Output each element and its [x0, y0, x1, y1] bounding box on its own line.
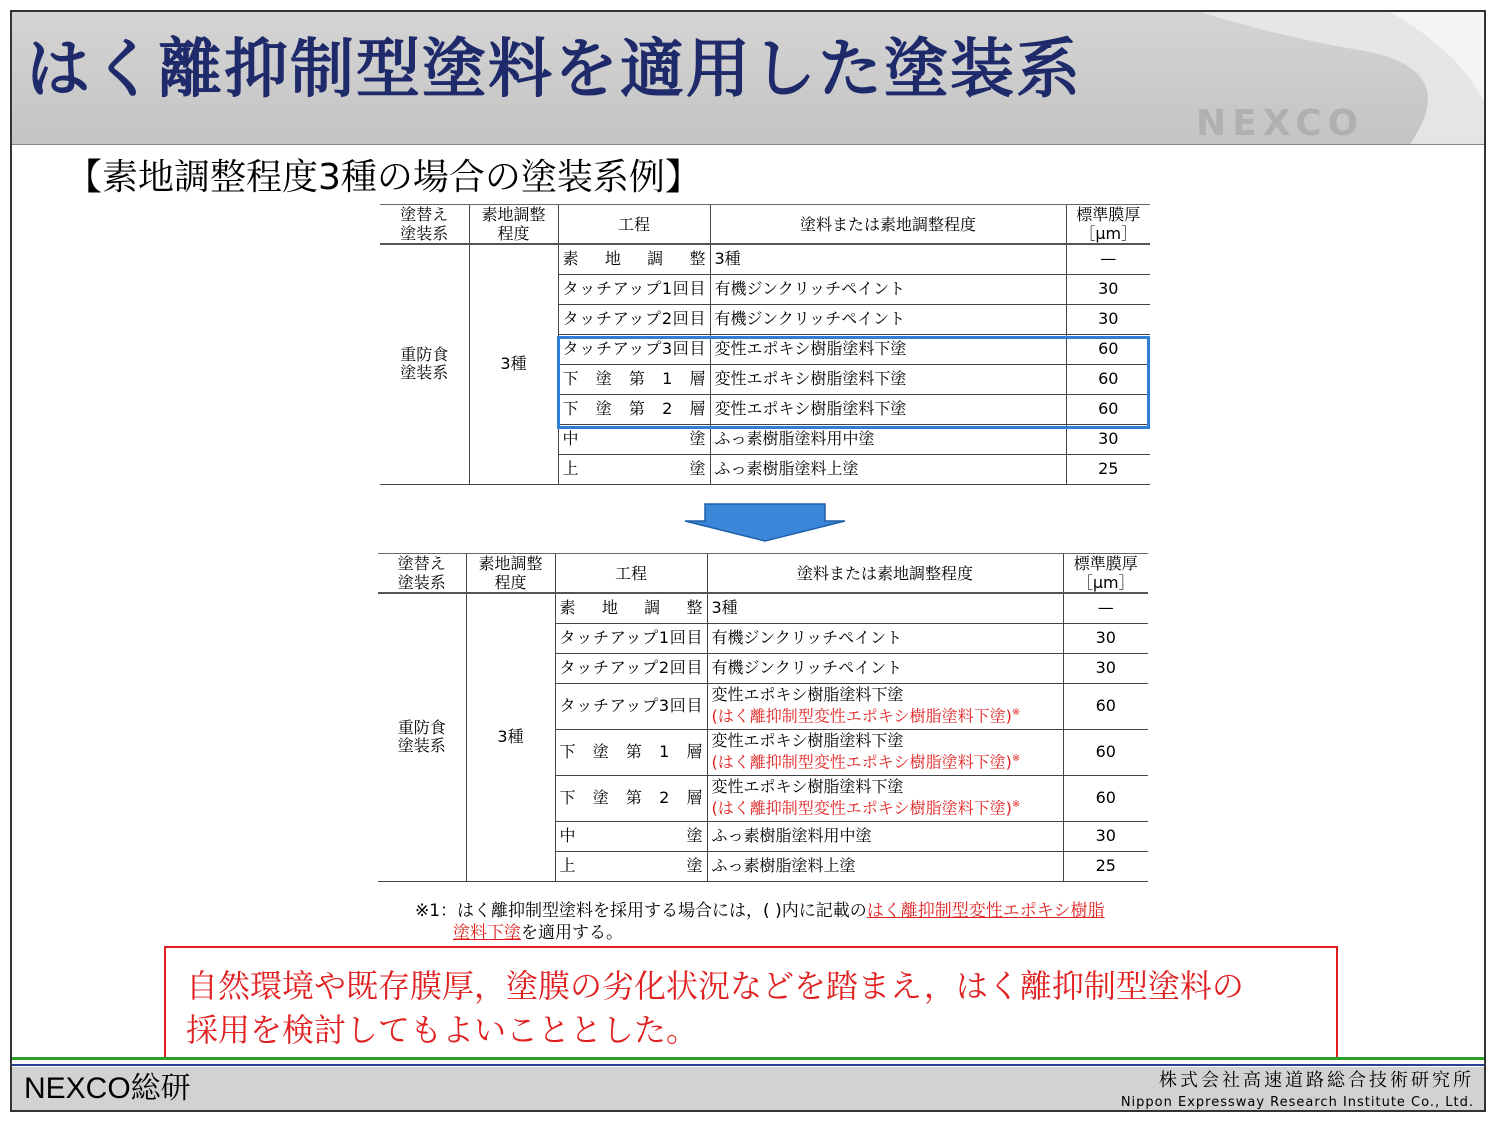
header-prep: 素地調整 程度: [469, 205, 558, 245]
process-cell: 上 塗: [558, 454, 710, 484]
material-cell: 有機ジンクリッチペイント: [707, 653, 1063, 683]
thickness-cell: 30: [1066, 424, 1150, 454]
process-cell: 中 塗: [555, 821, 707, 851]
material-cell: ふっ素樹脂塗料上塗: [707, 851, 1063, 881]
thickness-cell: 60: [1066, 364, 1150, 394]
material-cell: 変性エポキシ樹脂塗料下塗: [710, 364, 1066, 394]
footnote-link: 塗料下塗: [453, 923, 521, 943]
alt-material-note: (はく離抑制型変性エポキシ樹脂塗料下塗): [711, 706, 1012, 726]
process-cell: タッチアップ3回目: [555, 683, 707, 729]
thickness-cell: 60: [1063, 729, 1148, 775]
header-process: 工程: [555, 554, 707, 594]
header-thickness: 標準膜厚 ［μm］: [1063, 554, 1148, 594]
process-cell: 上 塗: [555, 851, 707, 881]
material-cell: 3種: [707, 593, 1063, 623]
footer-org-ja: 株式会社高速道路総合技術研究所: [1159, 1070, 1474, 1091]
header-prep: 素地調整 程度: [466, 554, 555, 594]
thickness-cell: —: [1063, 593, 1148, 623]
coating-table-after: [378, 553, 1148, 882]
table-row: [380, 244, 1150, 274]
process-cell: 中 塗: [558, 424, 710, 454]
footer-org-en: Nippon Expressway Research Institute Co., Ltd.: [1120, 1095, 1474, 1110]
header-process: 工程: [558, 205, 710, 245]
process-cell: タッチアップ3回目: [558, 334, 710, 364]
thickness-cell: 30: [1063, 653, 1148, 683]
header-material: 塗料または素地調整程度: [707, 554, 1063, 594]
callout-line: 自然環境や既存膜厚，塗膜の劣化状況などを踏まえ，はく離抑制型塗料の: [186, 967, 1244, 1005]
callout-line: 採用を検討してもよいこととした。: [186, 1011, 699, 1049]
process-cell: 下 塗 第 1 層: [558, 364, 710, 394]
material-cell: ふっ素樹脂塗料上塗: [710, 454, 1066, 484]
process-cell: 素 地 調 整: [558, 244, 710, 274]
highlight-box: [557, 336, 1150, 429]
thickness-cell: 30: [1066, 274, 1150, 304]
header-thickness: 標準膜厚 ［μm］: [1066, 205, 1150, 245]
footer-brand: NEXCO総研: [24, 1072, 191, 1105]
thickness-cell: 25: [1066, 454, 1150, 484]
material-cell: 変性エポキシ樹脂塗料下塗: [710, 334, 1066, 364]
material-cell: 変性エポキシ樹脂塗料下塗 (はく離抑制型変性エポキシ樹脂塗料下塗)※: [707, 729, 1063, 775]
nexco-logo-text: NEXCO: [1196, 103, 1365, 144]
header-system: 塗替え 塗装系: [380, 205, 469, 245]
material-cell: 有機ジンクリッチペイント: [710, 274, 1066, 304]
process-cell: 素 地 調 整: [555, 593, 707, 623]
material-cell: ふっ素樹脂塗料用中塗: [707, 821, 1063, 851]
system-cell: 重防食 塗装系: [380, 244, 469, 484]
alt-material-note: (はく離抑制型変性エポキシ樹脂塗料下塗): [711, 752, 1012, 772]
process-cell: 下 塗 第 2 層: [558, 394, 710, 424]
material-cell: 3種: [710, 244, 1066, 274]
callout-box: [164, 946, 1338, 1060]
process-cell: 下 塗 第 1 層: [555, 729, 707, 775]
table-row: [378, 593, 1148, 623]
prep-cell: 3種: [469, 244, 558, 484]
thickness-cell: 60: [1066, 334, 1150, 364]
material-cell: ふっ素樹脂塗料用中塗: [710, 424, 1066, 454]
prep-cell: 3種: [466, 593, 555, 881]
material-cell: 有機ジンクリッチペイント: [710, 304, 1066, 334]
page-title: はく離抑制型塗料を適用した塗装系: [26, 33, 1082, 107]
material-cell: 変性エポキシ樹脂塗料下塗: [710, 394, 1066, 424]
header-material: 塗料または素地調整程度: [710, 205, 1066, 245]
footnote: ※1：はく離抑制型塗料を採用する場合には，( )内に記載のはく離抑制型変性エポキシ樹脂 塗料下塗を適用する。: [415, 901, 1105, 943]
thickness-cell: 25: [1063, 851, 1148, 881]
thickness-cell: 30: [1066, 304, 1150, 334]
alt-material-note: (はく離抑制型変性エポキシ樹脂塗料下塗): [711, 798, 1012, 818]
process-cell: タッチアップ1回目: [558, 274, 710, 304]
process-cell: タッチアップ2回目: [555, 653, 707, 683]
material-cell: 変性エポキシ樹脂塗料下塗 (はく離抑制型変性エポキシ樹脂塗料下塗)※: [707, 775, 1063, 821]
process-cell: タッチアップ1回目: [555, 623, 707, 653]
footnote-link: はく離抑制型変性エポキシ樹脂: [866, 901, 1105, 921]
thickness-cell: 30: [1063, 623, 1148, 653]
footer-rule-green: [12, 1057, 1484, 1060]
down-arrow-icon: [683, 503, 847, 543]
thickness-cell: —: [1066, 244, 1150, 274]
process-cell: タッチアップ2回目: [558, 304, 710, 334]
footer-rule-blue: [12, 1064, 1484, 1066]
process-cell: 下 塗 第 2 層: [555, 775, 707, 821]
section-subtitle: 【素地調整程度3種の場合の塗装系例】: [66, 157, 701, 198]
system-cell: 重防食 塗装系: [378, 593, 466, 881]
thickness-cell: 30: [1063, 821, 1148, 851]
thickness-cell: 60: [1063, 683, 1148, 729]
header-system: 塗替え 塗装系: [378, 554, 466, 594]
material-cell: 有機ジンクリッチペイント: [707, 623, 1063, 653]
thickness-cell: 60: [1066, 394, 1150, 424]
material-cell: 変性エポキシ樹脂塗料下塗 (はく離抑制型変性エポキシ樹脂塗料下塗)※: [707, 683, 1063, 729]
thickness-cell: 60: [1063, 775, 1148, 821]
